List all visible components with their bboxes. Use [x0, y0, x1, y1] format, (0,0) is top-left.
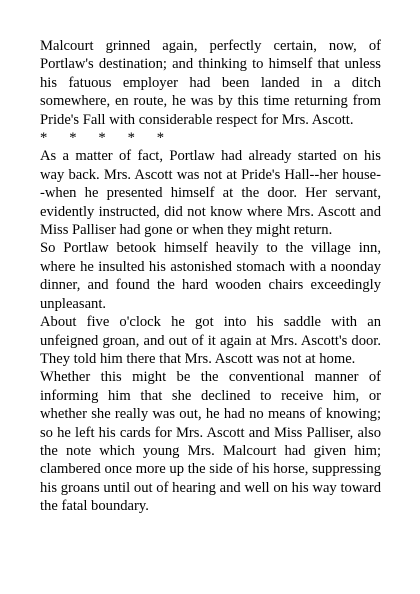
paragraph-5: Whether this might be the conventional manner of informing him that she declined to receive him, or whether she really was out, he had no means of knowing; so he left his cards for Mrs. Ascott and Miss Palliser, also the note which young Mrs. Malcourt had given him; clambered once more up the side of his horse, suppressing his groans until out of hearing and well on his way toward the fatal boundary.: [40, 369, 381, 515]
section-separator: * * * * *: [40, 130, 165, 147]
paragraph-2: As a matter of fact, Portlaw had already started on his way back. Mrs. Ascott was not at Pride's Hall--her house--when he presented himself at the door. Her servant, evidently instructed, did not know where Mrs. Ascott and Miss Palliser had gone or when they might return.: [40, 148, 381, 239]
document-page: [40, 37, 381, 516]
paragraph-3: So Portlaw betook himself heavily to the village inn, where he insulted his astonished stomach with a noonday dinner, and found the hard wooden chairs exceedingly unpleasant.: [40, 240, 381, 312]
paragraph-1: Malcourt grinned again, perfectly certain, now, of Portlaw's destination; and thinking to himself that unless his fatuous employer had been landed in a ditch somewhere, en route, he was by this time returning from Pride's Fall with considerable respect for Mrs. Ascott.: [40, 38, 381, 128]
paragraph-4: About five o'clock he got into his saddle with an unfeigned groan, and out of it again at Mrs. Ascott's door. They told him there that Mrs. Ascott was not at home.: [40, 314, 381, 367]
